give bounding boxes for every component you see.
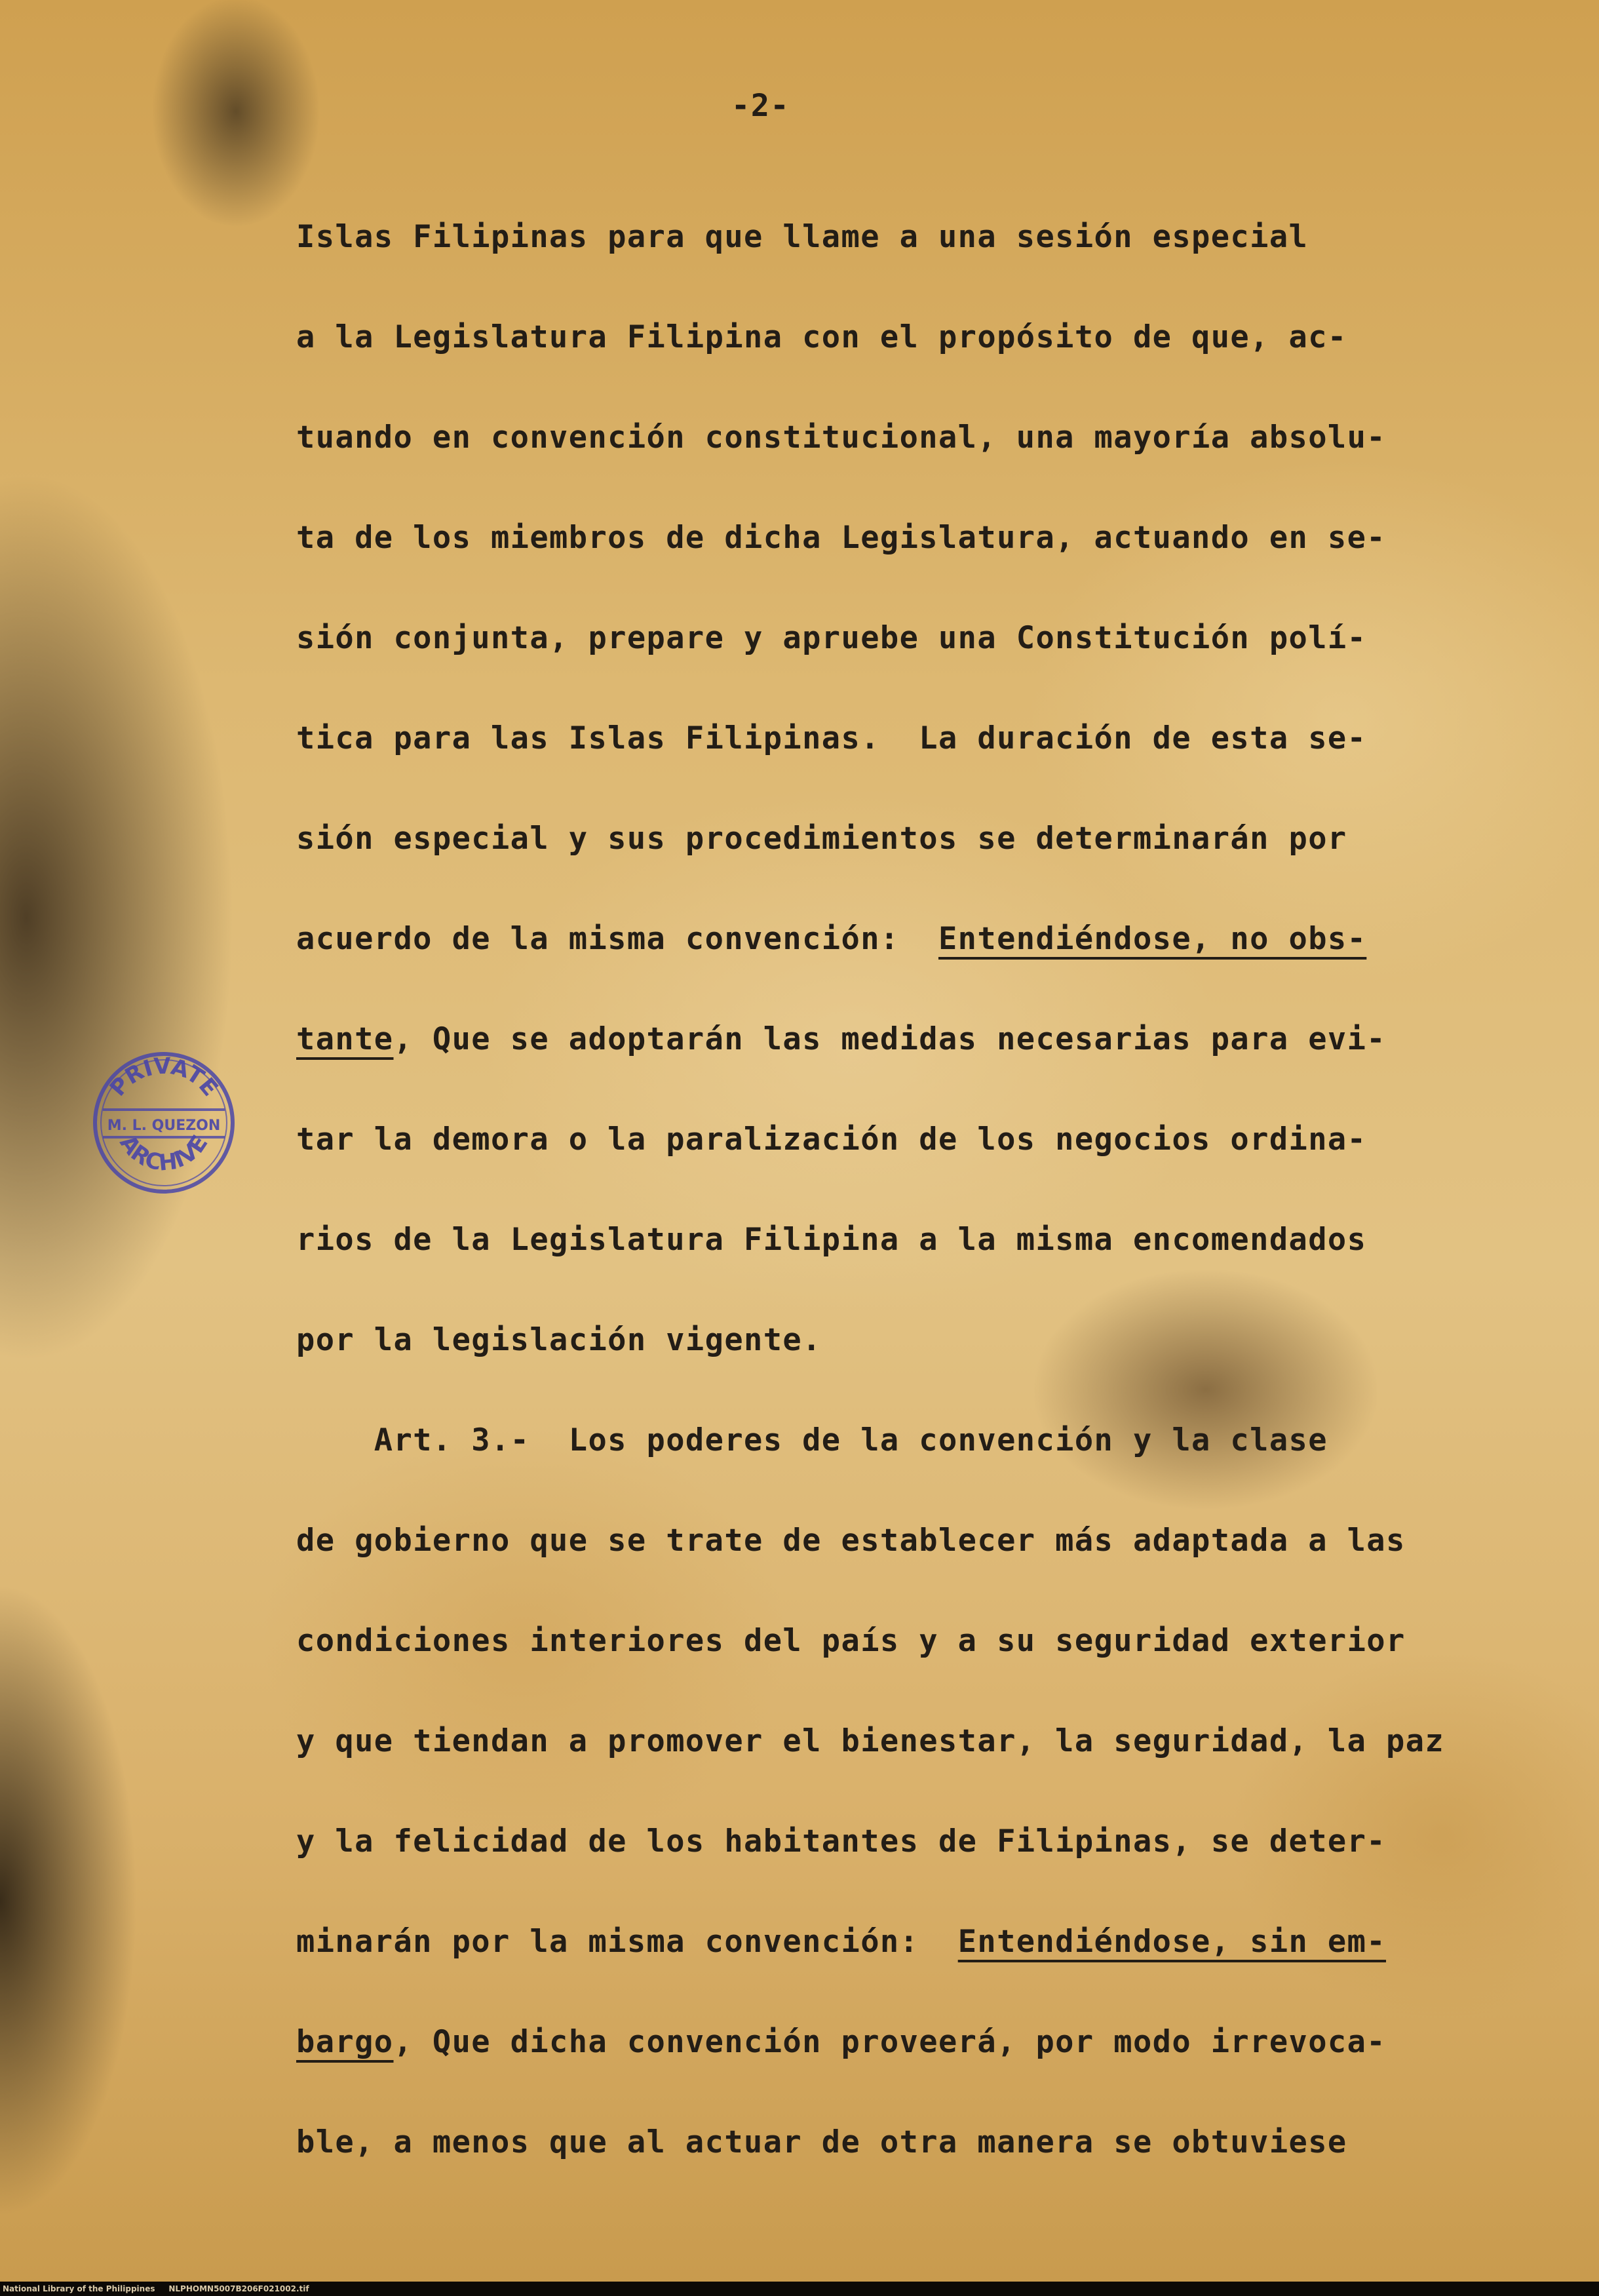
text-line: sión especial y sus procedimientos se determinarán por [296,821,1347,857]
page-number: -2- [731,88,790,124]
text-line: y que tiendan a promover el bienestar, la seguridad, la paz [296,1723,1445,1759]
article-heading-line: Art. 3.- Los poderes de la convención y la clase [296,1422,1328,1458]
text-line: sión conjunta, prepare y apruebe una Constitución polí- [296,620,1367,656]
stamp-bottom-text: ARCHIVE [114,1130,214,1177]
text-line: Islas Filipinas para que llame a una sesión especial [296,219,1309,255]
text-line: rios de la Legislatura Filipina a la misma encomendados [296,1222,1367,1258]
stamp-top-text: PRIVATE [104,1053,223,1102]
text-line-with-underline: tante, Que se adoptarán las medidas necesarias para evi- [296,1021,1386,1057]
text-line: y la felicidad de los habitantes de Filipinas, se deter- [296,1823,1386,1859]
underlined-phrase: bargo [296,2024,394,2060]
underlined-phrase: tante [296,1021,394,1057]
text-line-with-underline: minarán por la misma convención: Entendiéndose, sin em- [296,1924,1387,1960]
text-line: tuando en convención constitucional, una mayoría absolu- [296,419,1386,456]
stamp-middle-text: M. L. QUEZON [107,1118,221,1134]
text-line: por la legislación vigente. [296,1322,822,1358]
underlined-phrase: Entendiéndose, sin em- [957,1924,1387,1960]
text-line: ta de los miembros de dicha Legislatura, actuando en se- [296,520,1386,556]
text-line-with-underline: acuerdo de la misma convención: Entendiéndose, no obs- [296,921,1367,957]
archive-stamp [88,1045,239,1196]
text-line: a la Legislatura Filipina con el propósito de que, ac- [296,319,1347,355]
text-line: tica para las Islas Filipinas. La duración de esta se- [296,720,1367,756]
text-line: tar la demora o la paralización de los negocios ordina- [296,1121,1367,1158]
text-line-with-underline: bargo, Que dicha convención proveerá, por modo irrevoca- [296,2024,1386,2060]
svg-text:PRIVATE [105,1053,223,1101]
underlined-phrase: Entendiéndose, no obs- [938,921,1367,957]
scan-footer-caption: National Library of the Philippines NLPHOMN5007B206F021002.tif [0,2282,1599,2296]
text-line: condiciones interiores del país y a su seguridad exterior [296,1623,1406,1659]
text-line: ble, a menos que al actuar de otra manera se obtuviese [296,2124,1347,2160]
text-line: de gobierno que se trate de establecer más adaptada a las [296,1523,1406,1559]
